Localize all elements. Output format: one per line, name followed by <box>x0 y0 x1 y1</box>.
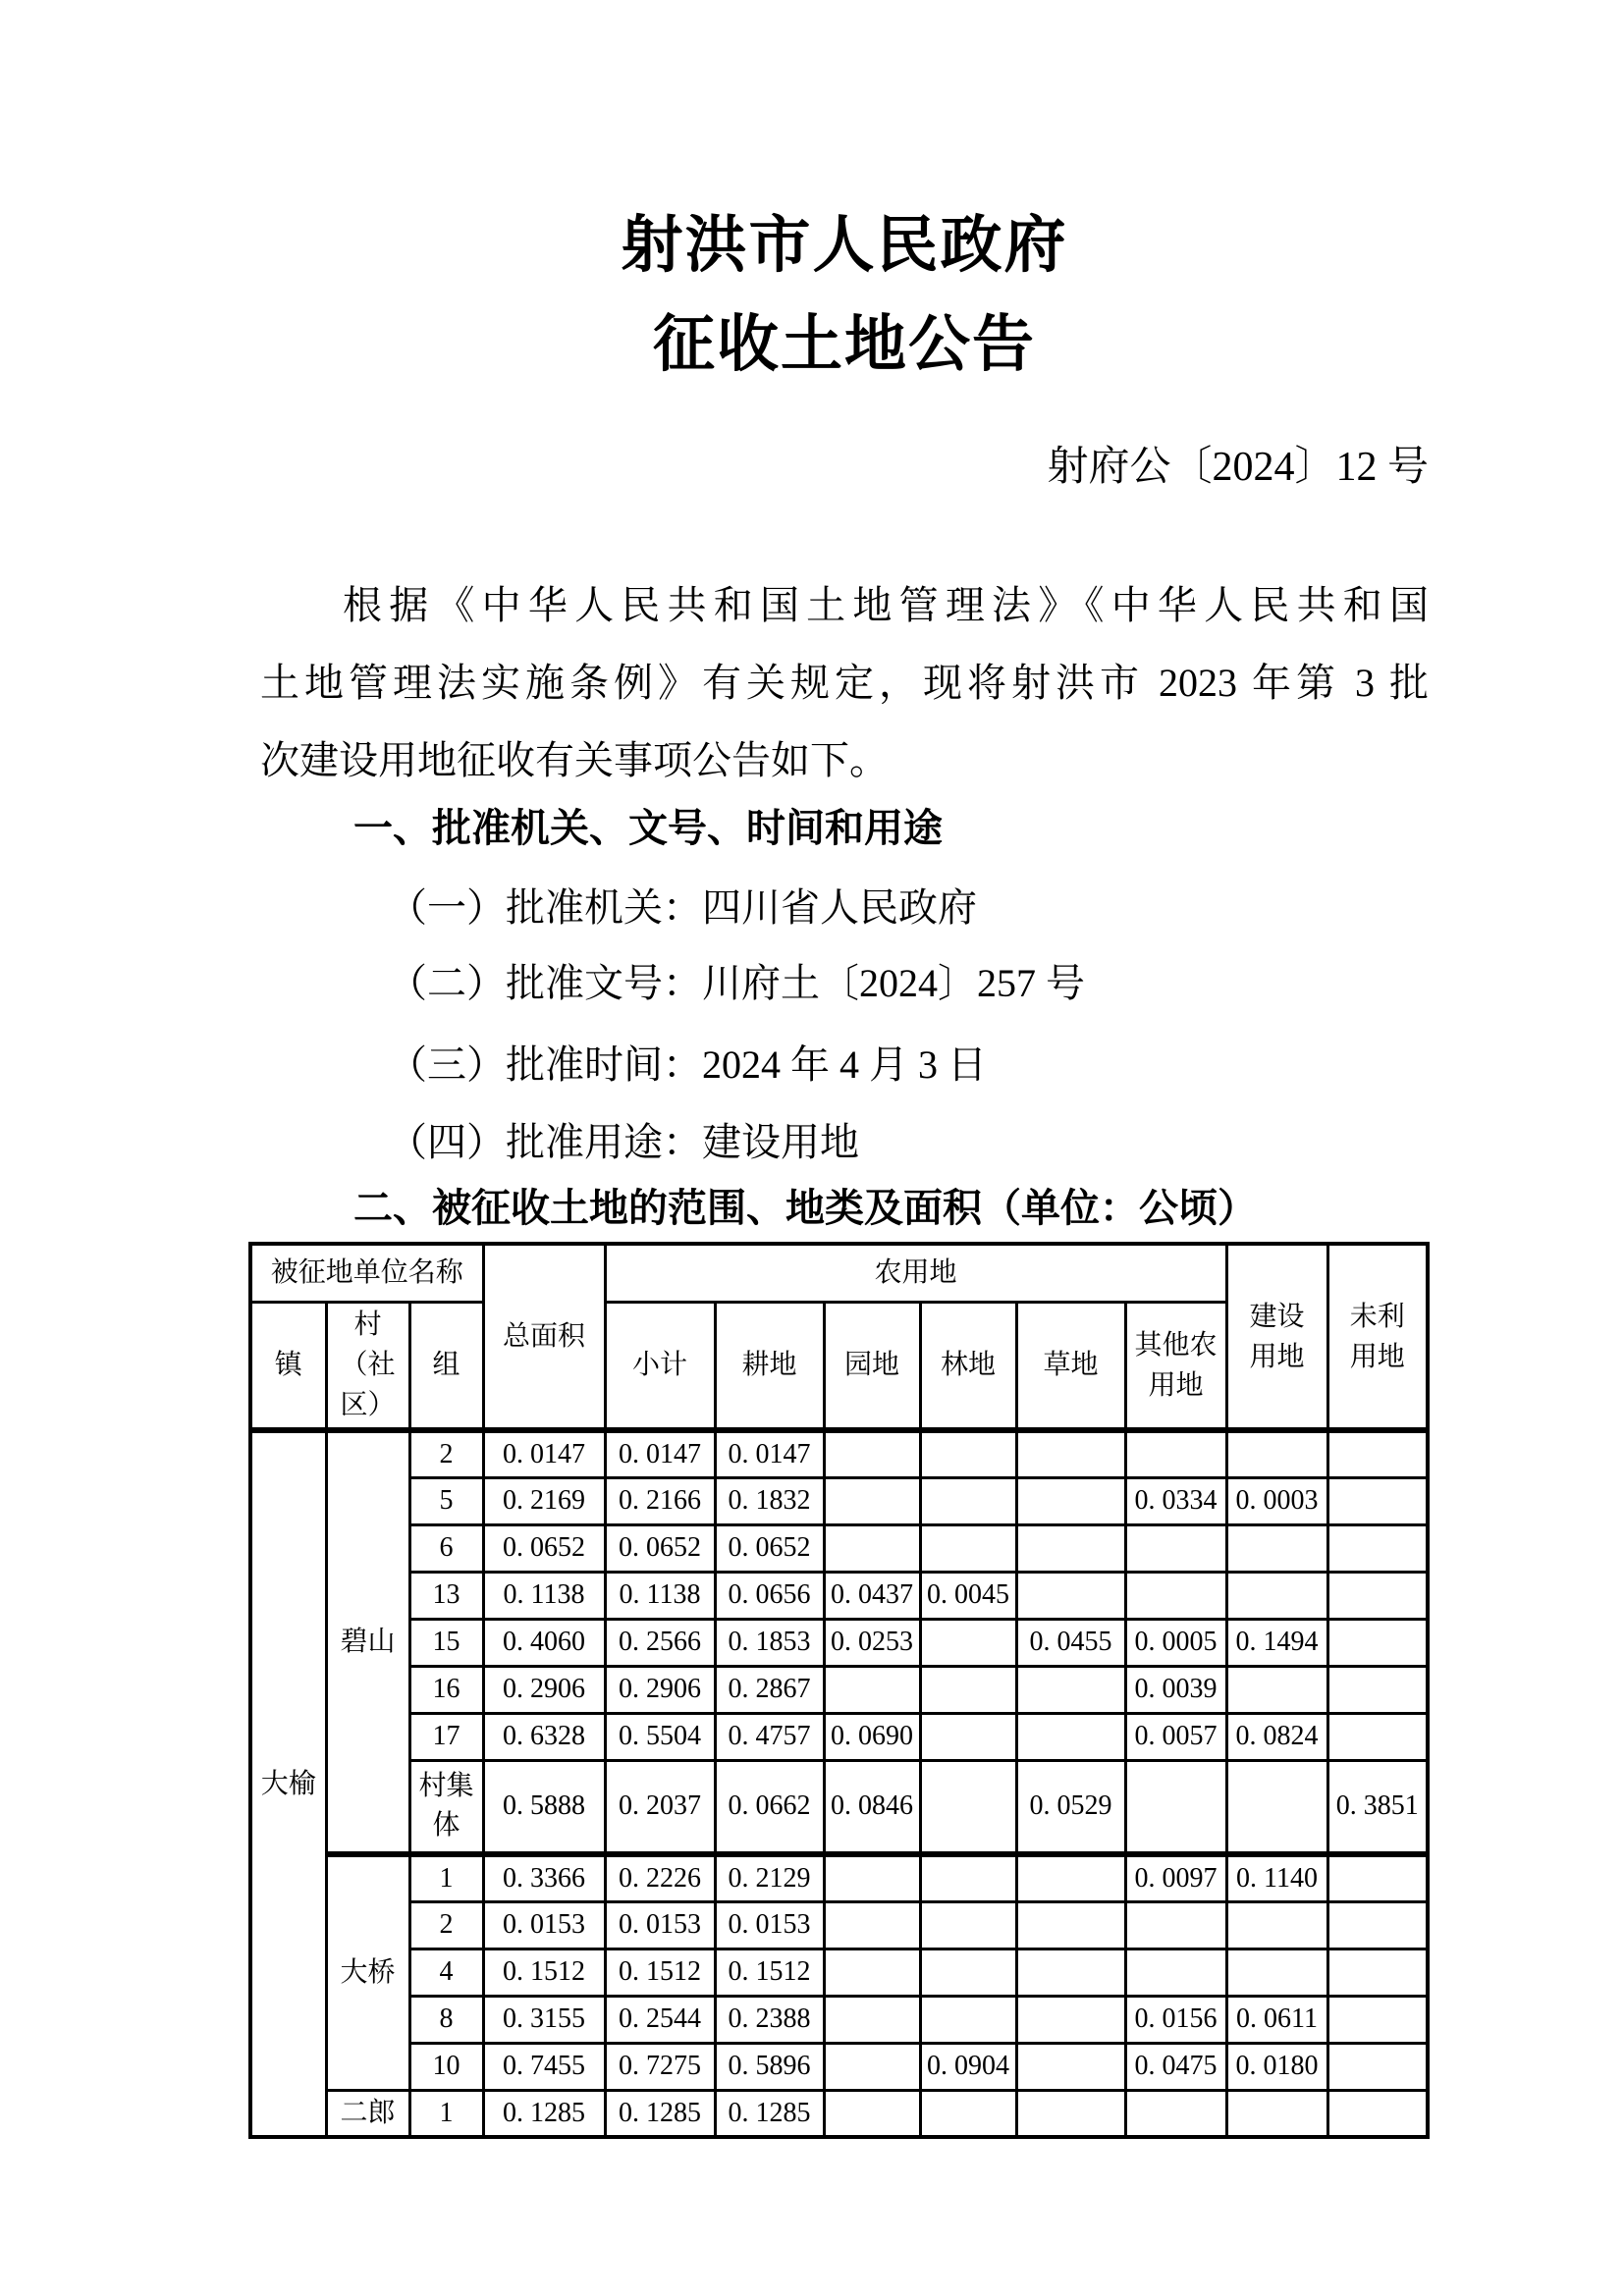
table-row: 16 0. 2906 0. 2906 0. 2867 0. 0039 <box>250 1666 1428 1713</box>
table-row: 15 0. 4060 0. 2566 0. 1853 0. 0253 0. 0455 0. 0005 0. 1494 <box>250 1619 1428 1666</box>
header-farmland-group: 农用地 <box>605 1244 1226 1302</box>
group-cell: 5 <box>409 1477 483 1524</box>
approval-docnum-item: （二）批准文号：川府土〔2024〕257 号 <box>388 961 1085 1005</box>
header-cultivated: 耕地 <box>715 1302 824 1430</box>
town-cell: 大榆 <box>250 1430 326 2137</box>
header-subtotal: 小计 <box>605 1302 715 1430</box>
approval-time-item: （三）批准时间：2024 年 4 月 3 日 <box>388 1042 987 1087</box>
group-cell: 6 <box>409 1524 483 1572</box>
header-total-area: 总面积 <box>483 1244 605 1430</box>
land-acquisition-table <box>248 1242 1430 2139</box>
village-cell: 大桥 <box>326 1854 409 2090</box>
group-cell: 1 <box>409 2090 483 2137</box>
table-row: 2 0. 0153 0. 0153 0. 0153 <box>250 1901 1428 1949</box>
paragraph-line-1: 根据《中华人民共和国土地管理法》《中华人民共和国 <box>343 583 1429 627</box>
paragraph-line-2: 土地管理法实施条例》有关规定，现将射洪市 2023 年第 3 批 <box>260 661 1429 705</box>
paragraph-line-3: 次建设用地征收有关事项公告如下。 <box>260 738 889 782</box>
approval-usage-item: （四）批准用途：建设用地 <box>388 1120 859 1164</box>
group-cell: 13 <box>409 1572 483 1619</box>
header-grass: 草地 <box>1016 1302 1125 1430</box>
title-line-2: 征收土地公告 <box>653 310 1036 379</box>
group-cell: 10 <box>409 2043 483 2090</box>
header-construction-land: 建设 用地 <box>1226 1244 1327 1430</box>
group-cell: 4 <box>409 1949 483 1996</box>
group-cell: 15 <box>409 1619 483 1666</box>
land-table <box>248 1242 1430 2139</box>
group-cell: 村集体 <box>409 1760 483 1854</box>
document-number: 射府公〔2024〕12 号 <box>1047 445 1429 490</box>
section-heading-1: 一、批准机关、文号、时间和用途 <box>353 807 943 850</box>
table-row: 5 0. 2169 0. 2166 0. 1832 0. 0334 0. 0003 <box>250 1477 1428 1524</box>
table-row: 村集体 0. 5888 0. 2037 0. 0662 0. 0846 0. 0529 0. 3851 <box>250 1760 1428 1854</box>
table-row: 17 0. 6328 0. 5504 0. 4757 0. 0690 0. 0057 0. 0824 <box>250 1713 1428 1760</box>
header-village: 村 （社 区） <box>326 1302 409 1430</box>
table-row: 二郎 1 0. 1285 0. 1285 0. 1285 <box>250 2090 1428 2137</box>
header-town: 镇 <box>250 1302 326 1430</box>
title-line-1: 射洪市人民政府 <box>621 211 1068 280</box>
group-cell: 1 <box>409 1854 483 1901</box>
table-row: 10 0. 7455 0. 7275 0. 5896 0. 0904 0. 0475 0. 0180 <box>250 2043 1428 2090</box>
table-row: 大榆 碧山 2 0. 0147 0. 0147 0. 0147 <box>250 1430 1428 1477</box>
table-row: 4 0. 1512 0. 1512 0. 1512 <box>250 1949 1428 1996</box>
group-cell: 17 <box>409 1713 483 1760</box>
group-cell: 2 <box>409 1430 483 1477</box>
village-cell: 碧山 <box>326 1430 409 1854</box>
header-forest: 林地 <box>920 1302 1016 1430</box>
table-row: 8 0. 3155 0. 2544 0. 2388 0. 0156 0. 0611 <box>250 1996 1428 2043</box>
header-unused-land: 未利 用地 <box>1327 1244 1428 1430</box>
section-heading-2: 二、被征收土地的范围、地类及面积（单位：公顷） <box>353 1187 1257 1230</box>
approval-authority-item: （一）批准机关：四川省人民政府 <box>388 885 977 930</box>
table-row: 大桥 1 0. 3366 0. 2226 0. 2129 0. 0097 0. 1140 <box>250 1854 1428 1901</box>
group-cell: 16 <box>409 1666 483 1713</box>
table-row: 13 0. 1138 0. 1138 0. 0656 0. 0437 0. 0045 <box>250 1572 1428 1619</box>
document-title <box>260 196 1429 395</box>
header-unit-name: 被征地单位名称 <box>250 1244 483 1302</box>
header-other-farmland: 其他农 用地 <box>1125 1302 1226 1430</box>
header-group: 组 <box>409 1302 483 1430</box>
village-cell: 二郎 <box>326 2090 409 2137</box>
header-garden: 园地 <box>824 1302 920 1430</box>
group-cell: 8 <box>409 1996 483 2043</box>
group-cell: 2 <box>409 1901 483 1949</box>
table-row: 6 0. 0652 0. 0652 0. 0652 <box>250 1524 1428 1572</box>
